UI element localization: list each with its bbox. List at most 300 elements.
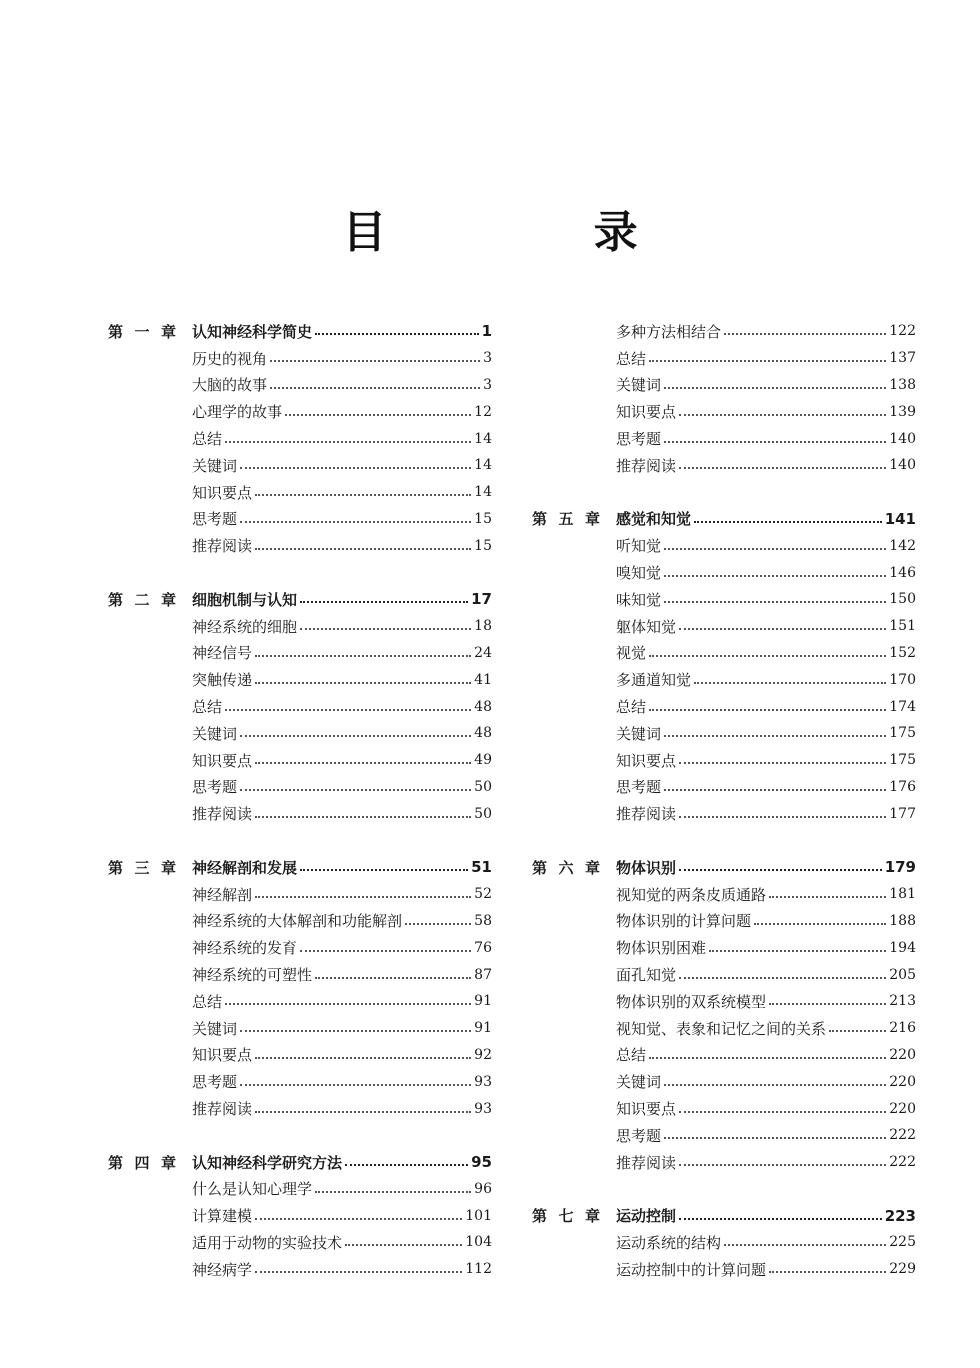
page-number: 15 [474, 537, 492, 554]
toc-section-row [532, 908, 916, 935]
toc-section-row [532, 961, 916, 988]
page-number: 3 [483, 350, 492, 367]
dot-leader [769, 896, 886, 898]
section-title: 知识要点 [192, 483, 253, 502]
toc-spacer [108, 827, 492, 854]
section-title: 味知觉 [616, 590, 662, 609]
section-title: 推荐阅读 [192, 805, 253, 824]
dot-leader [270, 387, 480, 389]
chapter-title: 认知神经科学研究方法 [192, 1153, 343, 1172]
toc-chapter-row [108, 586, 492, 613]
page-number: 58 [474, 912, 492, 929]
page-number: 1 [481, 322, 492, 341]
toc-section-row [532, 1256, 916, 1283]
dot-leader [829, 1030, 886, 1032]
section-title: 关键词 [616, 724, 662, 743]
page-number: 51 [471, 858, 492, 877]
chapter-number-char: 五 [558, 510, 574, 529]
dot-leader [649, 655, 886, 657]
chapter-title: 物体识别 [616, 858, 677, 877]
page-number: 14 [474, 484, 492, 501]
toc-section-row [532, 613, 916, 640]
section-title: 面孔知觉 [616, 966, 677, 985]
chapter-title: 认知神经科学简史 [192, 322, 313, 341]
dot-leader [694, 682, 886, 684]
dot-leader [664, 735, 886, 737]
section-title: 思考题 [616, 430, 662, 449]
toc-section-row [532, 318, 916, 345]
dot-leader [679, 762, 886, 764]
toc-section-row [108, 1095, 492, 1122]
page-number: 14 [474, 457, 492, 474]
chapter-number [108, 1152, 192, 1173]
dot-leader [679, 816, 886, 818]
page-number: 52 [474, 886, 492, 903]
page-number: 216 [889, 1020, 916, 1037]
chapter-number-char: 四 [134, 1153, 150, 1172]
chapter-number-char: 第 [108, 858, 124, 877]
section-title: 总结 [192, 698, 223, 717]
section-title: 思考题 [616, 1126, 662, 1145]
section-title: 知识要点 [192, 1046, 253, 1065]
dot-leader [240, 467, 471, 469]
toc-spacer [108, 559, 492, 586]
chapter-title: 感觉和知觉 [616, 510, 692, 529]
toc-section-row [532, 1068, 916, 1095]
toc-section-row [108, 1176, 492, 1203]
page-number: 50 [474, 805, 492, 822]
toc-section-row [532, 586, 916, 613]
dot-leader [664, 387, 886, 389]
page-number: 24 [474, 644, 492, 661]
dot-leader [664, 575, 886, 577]
toc-spacer [532, 479, 916, 506]
dot-leader [225, 1003, 471, 1005]
dot-leader [255, 1057, 471, 1059]
page-number: 220 [889, 1073, 916, 1090]
page-number: 150 [889, 591, 916, 608]
page-number: 220 [889, 1046, 916, 1063]
dot-leader [754, 923, 886, 925]
page-number: 222 [889, 1154, 916, 1171]
dot-leader [664, 548, 886, 550]
section-title: 思考题 [192, 778, 238, 797]
section-title: 推荐阅读 [192, 537, 253, 556]
page-number: 48 [474, 698, 492, 715]
page-number: 91 [474, 1020, 492, 1037]
page-number: 122 [889, 323, 916, 340]
chapter-number-char: 第 [532, 510, 548, 529]
toc-section-row [532, 1015, 916, 1042]
toc-section-row [532, 345, 916, 372]
toc-section-row [108, 1042, 492, 1069]
toc-section-row [108, 1015, 492, 1042]
toc-section-row [532, 532, 916, 559]
chapter-number-char: 三 [134, 858, 150, 877]
page-number: 139 [889, 403, 916, 420]
dot-leader [255, 494, 471, 496]
toc-section-row [108, 693, 492, 720]
toc-right-column [532, 318, 916, 1283]
toc-section-row [532, 1095, 916, 1122]
section-title: 多种方法相结合 [616, 322, 722, 341]
page-number: 95 [471, 1153, 492, 1172]
page-number: 76 [474, 939, 492, 956]
section-title: 多通道知觉 [616, 671, 692, 690]
dot-leader [225, 441, 471, 443]
section-title: 历史的视角 [192, 349, 268, 368]
toc-section-row [532, 1149, 916, 1176]
dot-leader [240, 521, 471, 523]
dot-leader [664, 1137, 886, 1139]
page-number: 3 [483, 376, 492, 393]
page-number: 17 [471, 590, 492, 609]
chapter-number-char: 第 [532, 1207, 548, 1226]
dot-leader [315, 333, 479, 335]
section-title: 突触传递 [192, 671, 253, 690]
section-title: 视觉 [616, 644, 647, 663]
page-number: 220 [889, 1100, 916, 1117]
dot-leader [270, 360, 480, 362]
dot-leader [709, 950, 886, 952]
chapter-number-char: 章 [160, 590, 176, 609]
toc-spacer [532, 1176, 916, 1203]
toc-section-row [108, 613, 492, 640]
dot-leader [345, 1244, 462, 1246]
section-title: 推荐阅读 [616, 456, 677, 475]
dot-leader [649, 1057, 886, 1059]
chapter-number [532, 1205, 616, 1226]
toc-section-row [108, 747, 492, 774]
section-title: 神经系统的细胞 [192, 617, 298, 636]
toc-chapter-row [532, 1202, 916, 1229]
toc-spacer [108, 1122, 492, 1149]
page-number: 92 [474, 1046, 492, 1063]
toc-section-row [532, 559, 916, 586]
toc-section-row [108, 774, 492, 801]
section-title: 什么是认知心理学 [192, 1180, 313, 1199]
chapter-number-char: 章 [160, 1153, 176, 1172]
chapter-number-char: 章 [160, 858, 176, 877]
page-number: 176 [889, 778, 916, 795]
section-title: 思考题 [192, 510, 238, 529]
chapter-number-char: 章 [584, 510, 600, 529]
section-title: 推荐阅读 [616, 1153, 677, 1172]
page-number: 49 [474, 752, 492, 769]
toc-chapter-row [108, 854, 492, 881]
dot-leader [240, 735, 471, 737]
section-title: 关键词 [616, 1073, 662, 1092]
section-title: 计算建模 [192, 1207, 253, 1226]
toc-section-row [108, 1068, 492, 1095]
dot-leader [769, 1271, 886, 1273]
chapter-number-char: 章 [160, 322, 176, 341]
section-title: 神经系统的发育 [192, 939, 298, 958]
section-title: 推荐阅读 [616, 805, 677, 824]
dot-leader [240, 789, 471, 791]
section-title: 嗅知觉 [616, 564, 662, 583]
section-title: 知识要点 [192, 751, 253, 770]
dot-leader [255, 682, 471, 684]
toc-section-row [108, 506, 492, 533]
page-number: 229 [889, 1261, 916, 1278]
chapter-title: 细胞机制与认知 [192, 590, 298, 609]
dot-leader [300, 601, 468, 603]
page-number: 174 [889, 698, 916, 715]
section-title: 关键词 [616, 376, 662, 395]
toc-section-row [108, 908, 492, 935]
dot-leader [679, 414, 886, 416]
section-title: 神经信号 [192, 644, 253, 663]
toc-section-row [108, 398, 492, 425]
chapter-number-char: 章 [584, 1207, 600, 1226]
toc-section-row [532, 774, 916, 801]
toc-section-row [108, 640, 492, 667]
page-number: 50 [474, 778, 492, 795]
section-title: 神经解剖 [192, 885, 253, 904]
section-title: 知识要点 [616, 751, 677, 770]
section-title: 关键词 [192, 456, 238, 475]
dot-leader [255, 655, 471, 657]
page-number: 91 [474, 993, 492, 1010]
page-number: 152 [889, 644, 916, 661]
dot-leader [255, 1111, 471, 1113]
dot-leader [255, 762, 471, 764]
toc-section-row [532, 1229, 916, 1256]
toc-section-row [108, 666, 492, 693]
dot-leader [315, 977, 471, 979]
dot-leader [255, 816, 471, 818]
section-title: 大脑的故事 [192, 376, 268, 395]
section-title: 适用于动物的实验技术 [192, 1233, 343, 1252]
toc-section-row [108, 425, 492, 452]
page-number: 188 [889, 912, 916, 929]
dot-leader [649, 360, 886, 362]
page-number: 194 [889, 939, 916, 956]
dot-leader [664, 601, 886, 603]
page-number: 140 [889, 430, 916, 447]
dot-leader [664, 441, 886, 443]
section-title: 神经系统的可塑性 [192, 966, 313, 985]
toc-section-row [532, 693, 916, 720]
dot-leader [679, 1111, 886, 1113]
dot-leader [679, 977, 886, 979]
section-title: 总结 [616, 349, 647, 368]
chapter-number [108, 589, 192, 610]
page-number: 175 [889, 752, 916, 769]
toc-section-row [532, 934, 916, 961]
toc-section-row [108, 934, 492, 961]
chapter-number [532, 508, 616, 529]
page-number: 213 [889, 993, 916, 1010]
toc-section-row [108, 720, 492, 747]
dot-leader [285, 414, 471, 416]
section-title: 关键词 [192, 724, 238, 743]
section-title: 视知觉、表象和记忆之间的关系 [616, 1019, 827, 1038]
section-title: 推荐阅读 [192, 1100, 253, 1118]
dot-leader [769, 1003, 886, 1005]
toc-section-row [108, 452, 492, 479]
section-title: 躯体知觉 [616, 617, 677, 636]
page-number: 177 [889, 805, 916, 822]
page-number: 137 [889, 350, 916, 367]
page-number: 12 [474, 403, 492, 420]
toc-left-column [108, 318, 492, 1283]
page-number: 175 [889, 725, 916, 742]
dot-leader [255, 1271, 462, 1273]
dot-leader [255, 1218, 462, 1220]
toc-chapter-row [108, 318, 492, 345]
section-title: 思考题 [192, 1073, 238, 1092]
section-title: 神经系统的大体解剖和功能解剖 [192, 912, 403, 931]
dot-leader [240, 1030, 471, 1032]
chapter-number [108, 857, 192, 878]
toc-section-row [108, 1202, 492, 1229]
section-title: 知识要点 [616, 1100, 677, 1118]
page-number: 223 [884, 1206, 916, 1225]
section-title: 运动系统的结构 [616, 1233, 722, 1252]
toc-section-row [108, 1256, 492, 1283]
toc-section-row [108, 881, 492, 908]
chapter-number-char: 第 [108, 590, 124, 609]
chapter-number [108, 321, 192, 342]
toc-section-row [532, 372, 916, 399]
page-number: 205 [889, 966, 916, 983]
dot-leader [300, 950, 471, 952]
dot-leader [405, 923, 471, 925]
chapter-number-char: 一 [134, 322, 150, 341]
chapter-number-char: 章 [584, 858, 600, 877]
page-number: 96 [474, 1180, 492, 1197]
dot-leader [724, 1244, 886, 1246]
chapter-title: 运动控制 [616, 1207, 677, 1226]
chapter-number [532, 857, 616, 878]
chapter-number-char: 第 [108, 322, 124, 341]
toc-section-row [532, 1122, 916, 1149]
section-title: 视知觉的两条皮质通路 [616, 885, 767, 904]
dot-leader [315, 1191, 471, 1193]
section-title: 物体识别的计算问题 [616, 912, 752, 931]
dot-leader [664, 789, 886, 791]
chapter-number-char: 二 [134, 590, 150, 609]
toc-chapter-row [532, 506, 916, 533]
page-number: 179 [884, 858, 916, 877]
page-number: 18 [474, 618, 492, 635]
section-title: 总结 [616, 1046, 647, 1065]
page-number: 93 [474, 1100, 492, 1117]
toc-section-row [108, 1229, 492, 1256]
dot-leader [664, 1084, 886, 1086]
dot-leader [225, 709, 471, 711]
dot-leader [679, 628, 886, 630]
toc-section-row [532, 452, 916, 479]
toc-section-row [108, 372, 492, 399]
dot-leader [679, 467, 886, 469]
section-title: 总结 [192, 430, 223, 449]
page-number: 93 [474, 1073, 492, 1090]
dot-leader [679, 1218, 882, 1220]
dot-leader [240, 1084, 471, 1086]
dot-leader [649, 709, 886, 711]
chapter-number-char: 第 [108, 1153, 124, 1172]
dot-leader [255, 896, 471, 898]
dot-leader [694, 521, 882, 523]
dot-leader [679, 869, 882, 871]
toc-chapter-row [108, 1149, 492, 1176]
toc-section-row [108, 532, 492, 559]
chapter-number-char: 七 [558, 1207, 574, 1226]
section-title: 总结 [616, 698, 647, 717]
section-title: 关键词 [192, 1019, 238, 1038]
toc-section-row [532, 720, 916, 747]
toc-section-row [532, 1042, 916, 1069]
section-title: 听知觉 [616, 537, 662, 556]
dot-leader [300, 628, 471, 630]
page-number: 140 [889, 457, 916, 474]
page-number: 14 [474, 430, 492, 447]
page-number: 142 [889, 537, 916, 554]
page-number: 222 [889, 1127, 916, 1144]
toc-section-row [108, 479, 492, 506]
chapter-number-char: 六 [558, 858, 574, 877]
page-number: 225 [889, 1234, 916, 1251]
toc-section-row [108, 961, 492, 988]
toc-section-row [532, 881, 916, 908]
page-number: 141 [884, 509, 916, 528]
page-title: 目 录 [342, 207, 734, 258]
page-number: 151 [889, 618, 916, 635]
toc-section-row [532, 747, 916, 774]
section-title: 物体识别的双系统模型 [616, 992, 767, 1011]
section-title: 运动控制中的计算问题 [616, 1260, 767, 1279]
toc-chapter-row [532, 854, 916, 881]
section-title: 思考题 [616, 778, 662, 797]
page-number: 181 [889, 886, 916, 903]
toc-section-row [108, 345, 492, 372]
page-number: 112 [465, 1261, 492, 1278]
page-number: 101 [465, 1207, 492, 1224]
toc-section-row [532, 800, 916, 827]
page-number: 170 [889, 671, 916, 688]
toc-section-row [532, 398, 916, 425]
page-number: 41 [474, 671, 492, 688]
toc-section-row [532, 640, 916, 667]
page-number: 15 [474, 510, 492, 527]
section-title: 心理学的故事 [192, 403, 283, 422]
section-title: 神经病学 [192, 1260, 253, 1279]
page-number: 138 [889, 376, 916, 393]
dot-leader [345, 1164, 468, 1166]
dot-leader [300, 869, 468, 871]
page-number: 146 [889, 564, 916, 581]
toc-spacer [532, 827, 916, 854]
page-number: 104 [465, 1234, 492, 1251]
section-title: 总结 [192, 992, 223, 1011]
toc-section-row [108, 988, 492, 1015]
page-number: 87 [474, 966, 492, 983]
chapter-title: 神经解剖和发展 [192, 858, 298, 877]
dot-leader [679, 1164, 886, 1166]
toc-section-row [532, 425, 916, 452]
toc-section-row [108, 800, 492, 827]
section-title: 物体识别困难 [616, 939, 707, 958]
chapter-number-char: 第 [532, 858, 548, 877]
dot-leader [255, 548, 471, 550]
section-title: 知识要点 [616, 403, 677, 422]
dot-leader [724, 333, 886, 335]
page-number: 48 [474, 725, 492, 742]
toc-section-row [532, 988, 916, 1015]
